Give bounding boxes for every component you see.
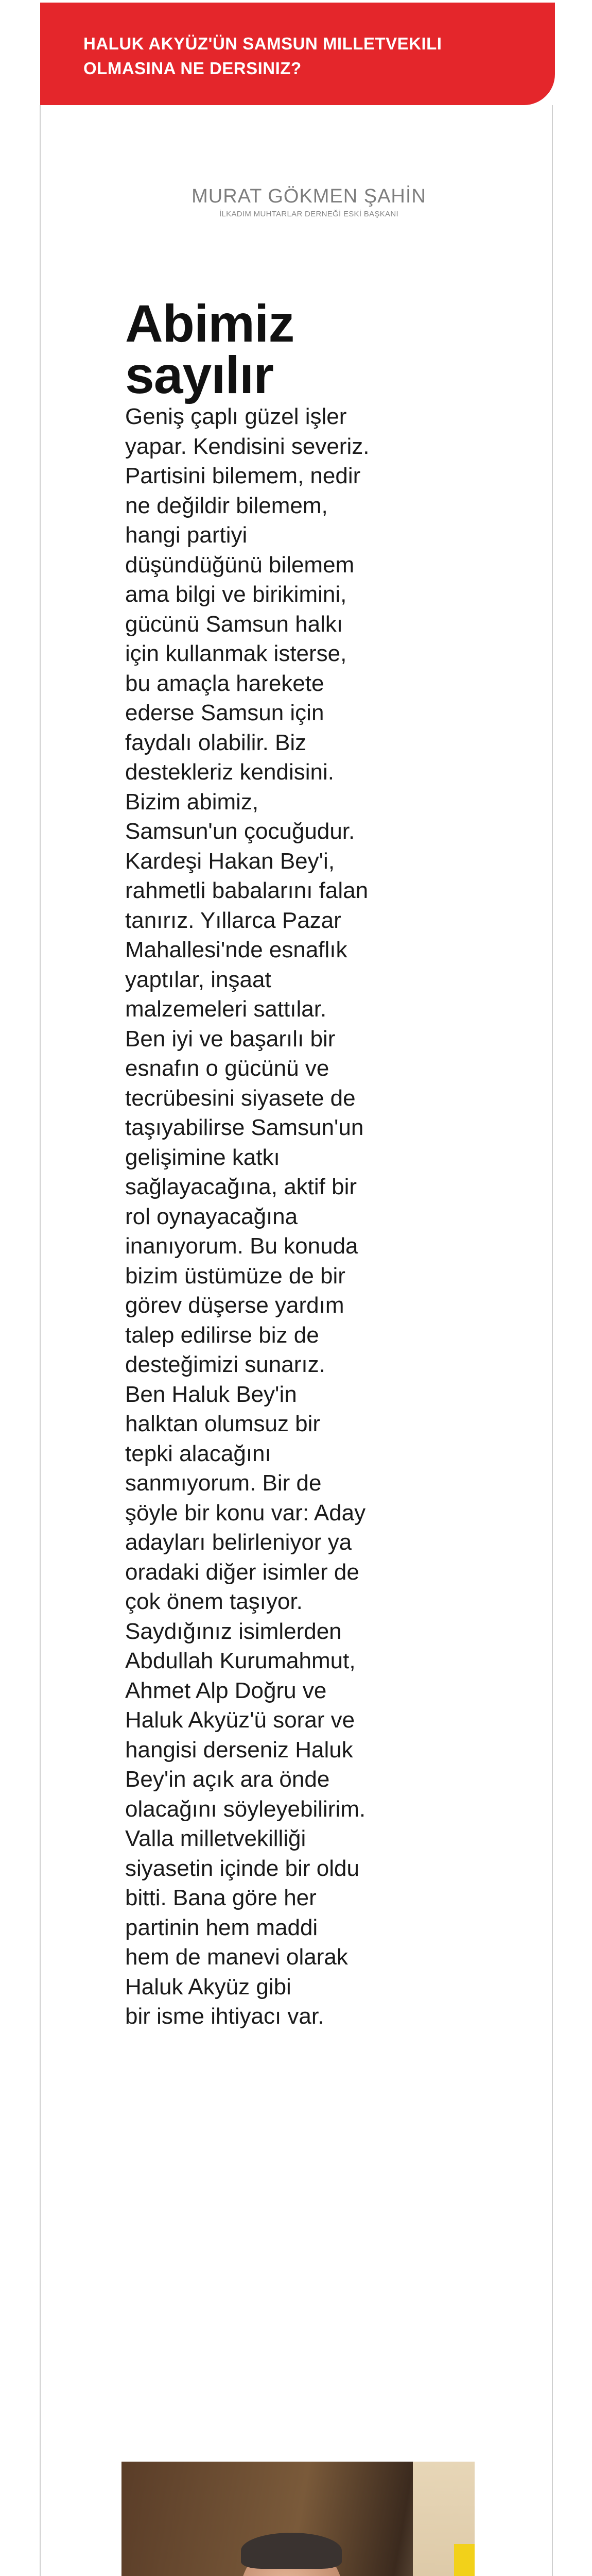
photo-sign: [454, 2544, 475, 2576]
article-body: Geniş çaplı güzel işler yapar. Kendisini severiz. Partisini bilemem, nedir ne değildir bilemem, hangi partiyi düşündüğünü bilemem ama bilgi ve birikimini, gücünü Samsun halkı için kullanmak isterse, bu amaçla harekete ederse Samsun için faydalı olabilir. Biz destekleriz kendisini. Bizim abimiz, Samsun'un çocuğudur. Kardeşi Hakan Bey'i, rahmetli babalarını falan tanırız. Yıllarca Pazar Mahallesi'nde esnaflık yaptılar, inşaat malzemeleri sattılar. Ben iyi ve başarılı bir esnafın o gücünü ve tecrübesini siyasete de taşıyabilirse Samsun'un gelişimine katkı sağlayacağına, aktif bir rol oynayacağına inanıyorum. Bu konuda bizim üstümüze de bir görev düşerse yardım talep edilirse biz de desteğimizi sunarız. Ben Haluk Bey'in halktan olumsuz bir tepki alacağını sanmıyorum. Bir de şöyle bir konu var: Aday adayları belirleniyor ya oradaki diğer isimler de çok önem taşıyor. Saydığınız isimlerden Abdullah Kurumahmut, Ahmet Alp Doğru ve Haluk Akyüz'ü sorar ve hangisi derseniz Haluk Bey'in açık ara önde olacağını söyleyebilirim. Valla milletvekilliği siyasetin içinde bir oldu bitti. Bana göre her partinin hem maddi hem de manevi olarak Haluk Akyüz gibi bir isme ihtiyacı var.: [125, 404, 370, 2029]
author-block: [82, 185, 535, 218]
question-title: HALUK AKYÜZ'ÜN SAMSUN MILLETVEKILI OLMASINA NE DERSINIZ?: [83, 34, 442, 78]
article-headline: Abimiz sayılır: [125, 294, 294, 404]
header-banner: [40, 3, 555, 105]
portrait-photo: [121, 2462, 475, 2576]
author-name: MURAT GÖKMEN ŞAHİN: [191, 185, 426, 207]
right-border-line: [552, 105, 553, 2576]
person-hair: [241, 2533, 342, 2569]
author-role: İLKADIM MUHTARLAR DERNEĞİ ESKİ BAŞKANI: [219, 210, 398, 218]
left-border-line: [40, 105, 41, 2576]
